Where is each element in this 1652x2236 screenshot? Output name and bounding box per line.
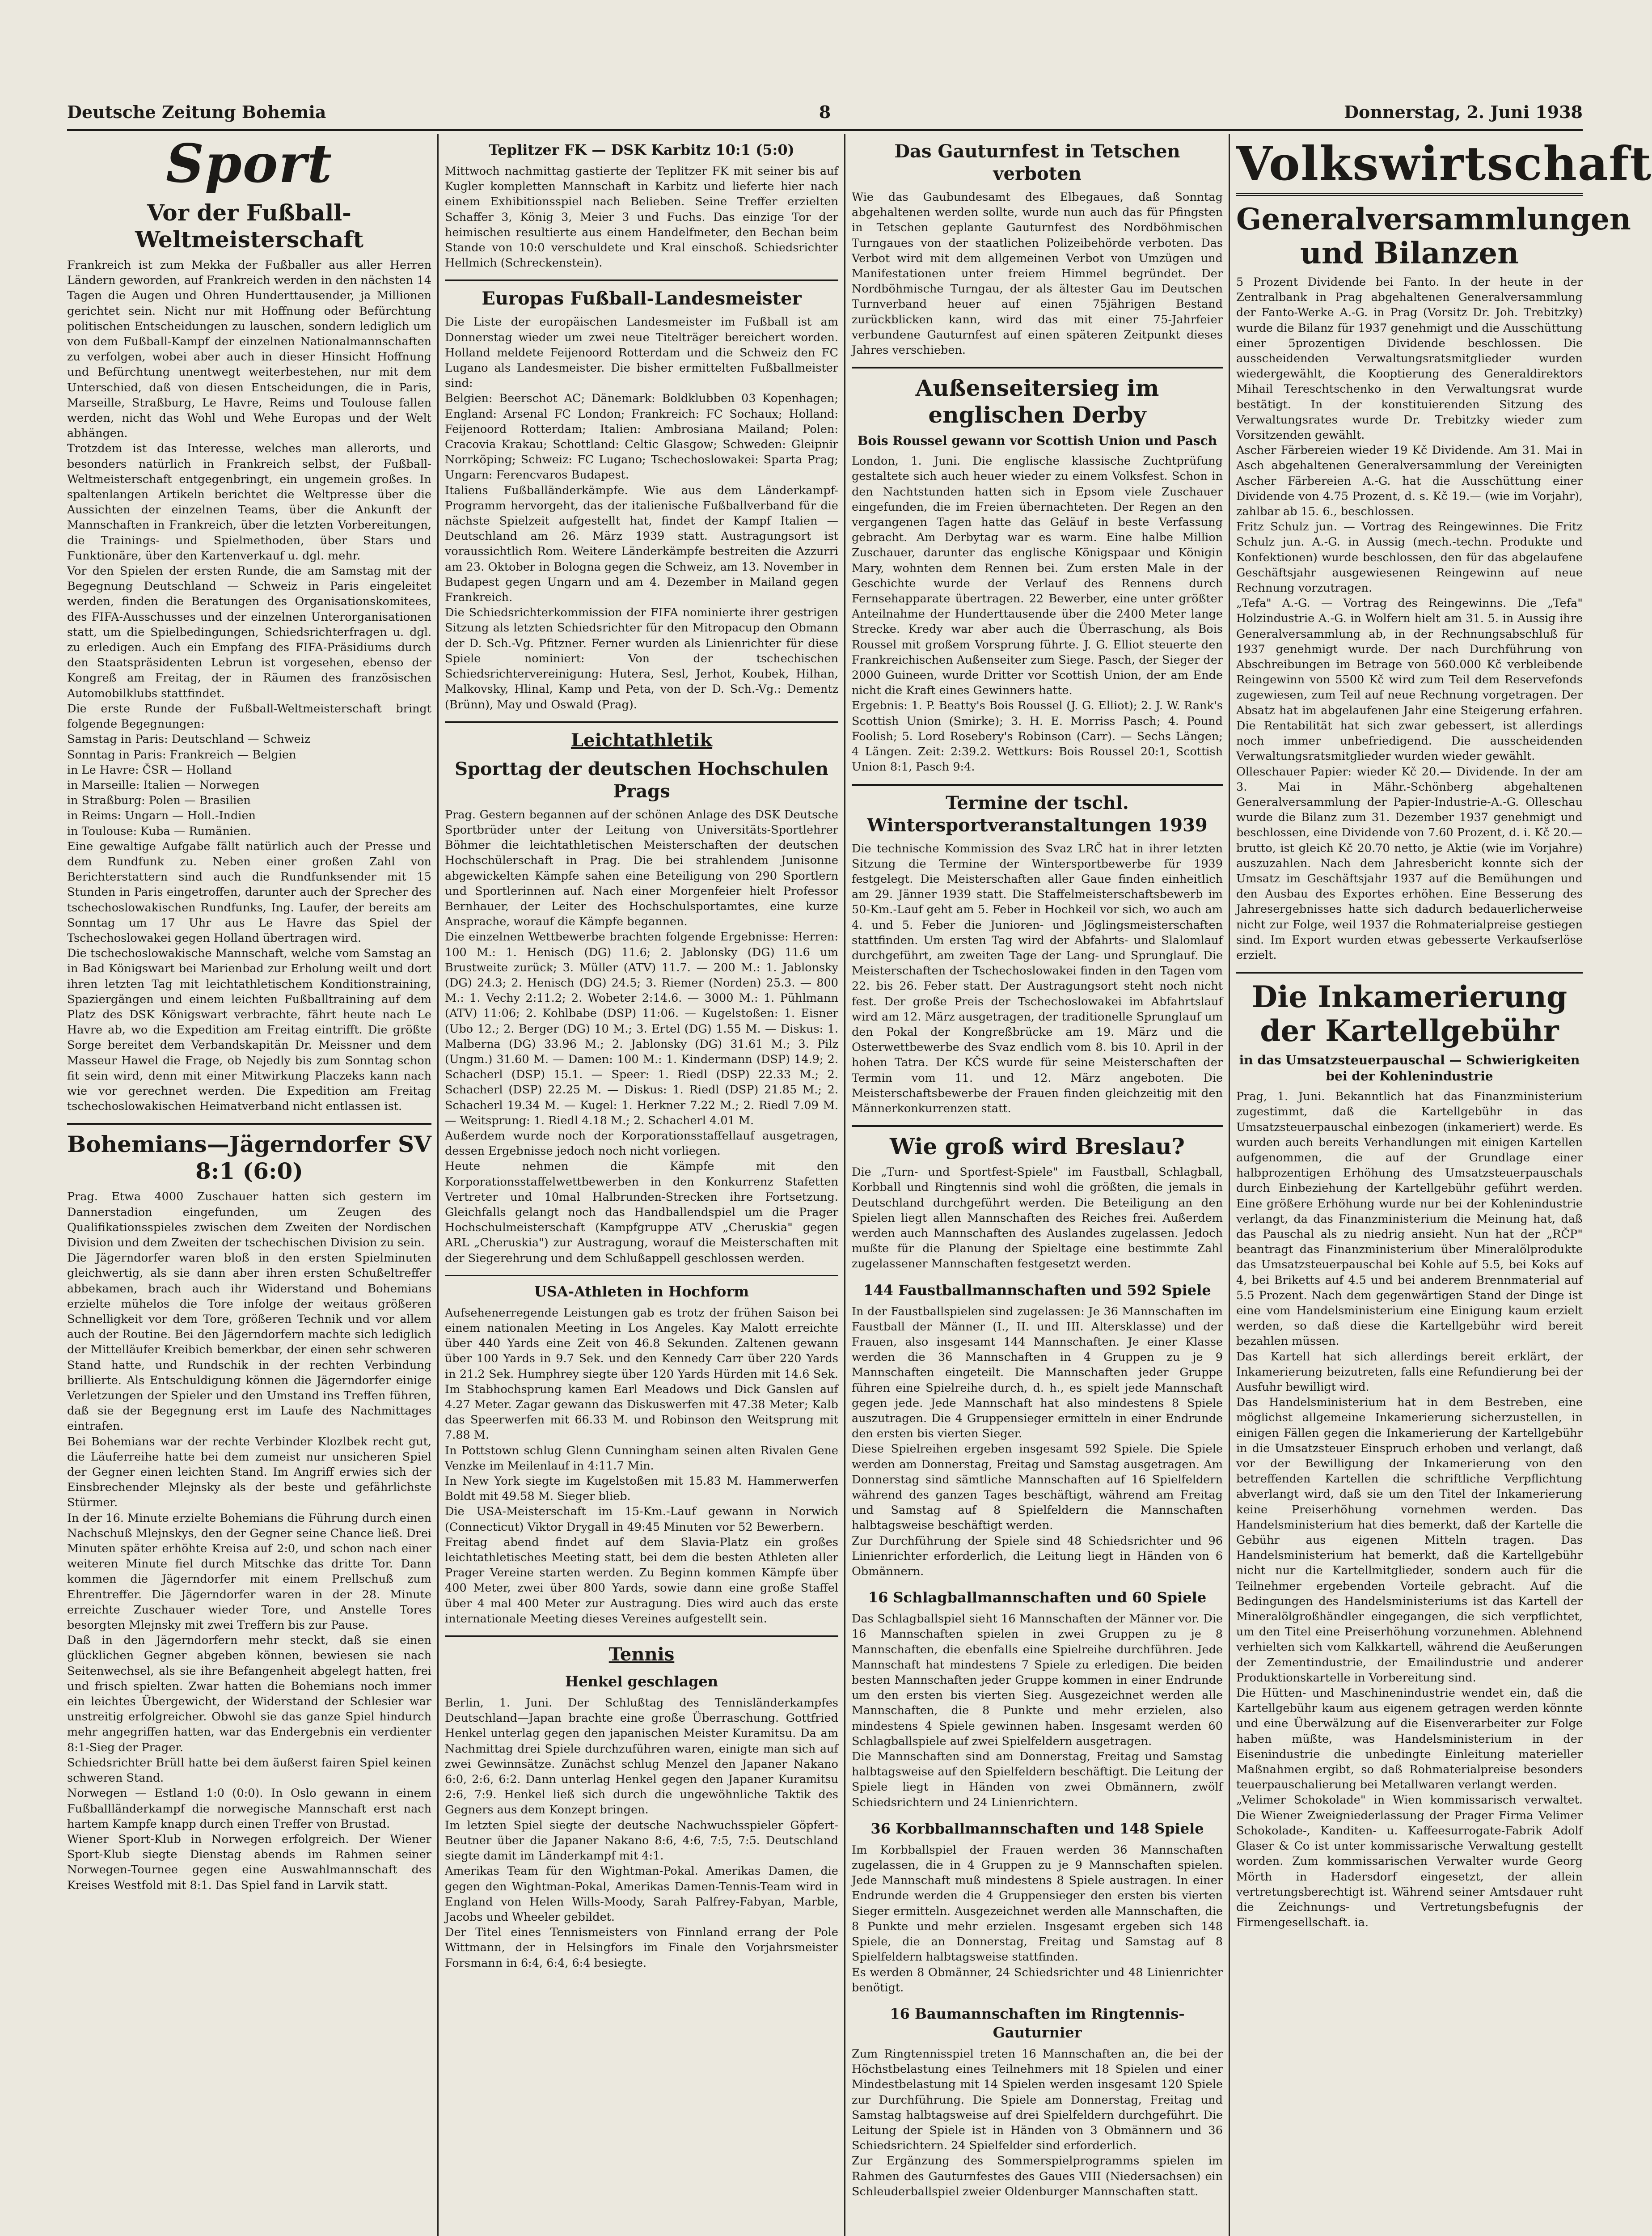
column-rule [844,134,845,2236]
article-paragraph: Eine gewaltige Aufgabe fällt natürlich auch der Presse und dem Rundfunk zu. Neben einer großen Zahl von Berichterstattern sind auch die Rundfunksender mit 15 Stunden in Paris eingetroffen, darunter auch der Sprecher des tschechoslowakischen Rundfunks, Ing. Laufer, der bereits am Sonntag um 17 Uhr aus Le Havre das Spiel der Tschechoslowakei gegen Holland übertragen wird. [67,839,431,945]
article-headline: 144 Faustballmannschaften und 592 Spiele [863,1281,1211,1299]
article-headline: Europas Fußball-Landesmeister [482,288,802,309]
article-paragraph: London, 1. Juni. Die englische klassische Zuchtprüfung gestaltete sich auch heuer wieder zu einem Volksfest. Schon in den Nachtstunden hatten sich in Epsom viele Zuschauer eingefunden, die im Freien übernachteten. Der Regen an den vergangenen Tagen hatte das Geläuf in beste Verfassung gebracht. Am Derbytag war es warm. Eine halbe Million Zuschauer, darunter das englische Königspaar und Königin Mary, wohnten dem Rennen bei. Zum ersten Male in der Geschichte wurde der Verlauf des Rennens durch Fernsehapparate übertragen. 22 Bewerber, eine unter größter Anteilnahme der Hunderttausende über die 2400 Meter lange Strecke. Kredy war aber auch die Überraschung, als Bois Roussel mit großem Vorsprung führte. J. G. Elliot steuerte den Frankreichischen Außenseiter zum Siege. Pasch, der Sieger der 2000 Guineen, wurde Dritter vor Scottish Union, der am Ende nicht die Kraft eines Gewinners hatte. [852,454,1223,698]
fixture-line: in Le Havre: ČSR — Holland [67,763,232,777]
article-subtitle: Bois Roussel gewann vor Scottish Union und Pasch [857,433,1217,449]
article-paragraph: Italiens Fußballänderkämpfe. Wie aus dem Länderkampf-Programm hervorgeht, das der italienische Fußballverband für die nächste Spielzeit aufgestellt hat, findet der Kampf Italien — Deutschland am 26. März 1939 statt. Austragungsort ist voraussichtlich Rom. Weitere Länderkämpfe bestreiten die Azzurri am 23. Oktober in Bologna gegen die Schweiz, am 13. November in Budapest gegen Ungarn und am 4. Dezember in Mailand gegen Frankreich. [445,483,838,605]
column-rule [437,134,439,2236]
article-world-cup [67,199,431,1114]
article-paragraph: Der Titel eines Tennismeisters von Finnland errang der Pole Wittmann, der in Helsingfors im Finale den Vorjahrsmeister Forsmann in 6:4, 6:4, 6:4 besiegte. [445,1926,838,1970]
newspaper-name: Deutsche Zeitung Bohemia [67,102,326,122]
section-divider [445,1275,838,1276]
article-paragraph: Das Schlagballspiel sieht 16 Mannschaften der Männer vor. Die 16 Mannschaften spielen in zwei Gruppen zu je 8 Mannschaften, die ebenfalls eine Spielreihe durchführen. Jede Mannschaft hat mindestens 7 Spiele zu erledigen. Die beiden besten Mannschaften jeder Gruppe kommen in einer Endrunde um den ersten bis vierten Sieg. Ausgezeichnet werden alle Mannschaften, die 8 Punkte und mehr erzielen, also mindestens 4 Spiele gewinnen haben. Insgesamt werden 60 Schlagballspiele auf zwei Spielfeldern ausgetragen. [852,1612,1223,1748]
article-headline: Termine der tschl. Wintersportveranstaltungen 1939 [867,792,1208,836]
article-paragraph: Die Mannschaften sind am Donnerstag, Freitag und Samstag halbtagsweise auf den Spielfeldern beschäftigt. Die Leitung der Spiele liegt in Händen von zwei Obmännern, zwölf Schiedsrichtern und 24 Linienrichtern. [852,1750,1223,1809]
article-paragraph: Prag. Etwa 4000 Zuschauer hatten sich gestern im Dannerstadion eingefunden, um Zeugen des Qualifikationsspieles zwischen dem Zweiten der Nordischen Division und dem Zweiten der tschechischen Division zu sein. [67,1190,431,1249]
article-paragraph: Freitag abend findet auf dem Slavia-Platz ein großes leichtathletisches Meeting statt, bei dem die besten Athleten aller Prager Vereine starten werden. Zu Beginn kommen Kämpfe über 400 Meter, zwei über 800 Yards, sowie dann eine große Staffel über 4 mal 400 Meter zur Austragung. Dies wird auch das erste internationale Meeting dieses Vereines aufgestellt sein. [445,1535,838,1626]
article-paragraph: Die technische Kommission des Svaz LRČ hat in ihrer letzten Sitzung die Termine der Wintersportbewerbe für 1939 festgelegt. Die Meisterschaften aller Gaue finden einheitlich am 29. Jänner 1939 statt. Die Staffelmeisterschaftsbewerb im 50-Km.-Lauf geht am 5. Feber in Hochkeil vor sich, wo auch am 4. und 5. Feber die Junioren- und Jöglingsmeisterschaften stattfinden. Um ersten Tag wird der Abfahrts- und Slalomlauf durchgeführt, am zweiten Tage der Lang- und Sprunglauf. Die Meisterschaften der Tschechoslowakei finden in den Tagen vom 22. bis 26. Feber statt. Der Austragungsort steht noch nicht fest. Der große Preis der Tschechoslowakei im Abfahrtslauf wird am 12. März ausgetragen, der traditionelle Sprunglauf um den Pokal der Kongreßbrücke am 19. März und die Osterwettbewerbe des Svaz endlich vom 8. bis 10. April in der hohen Tatra. Der KČS wurde für seine Meisterschaften der Termin vom 11. und 12. März angeboten. Die Meisterschaftsbewerbe der Frauen finden gleichzeitig mit den Männerkonkurrenzen statt. [852,842,1223,1115]
article-headline: Sporttag der deutschen Hochschulen Prags [455,758,828,802]
article-paragraph: Die erste Runde der Fußball-Weltmeisterschaft bringt folgende Begegnungen: [67,702,431,731]
category-tennis: Tennis [608,1644,675,1665]
fixture-line: in Marseille: Italien — Norwegen [67,778,260,792]
article-general-assemblies [1236,202,1631,963]
article-paragraph: Ergebnis: 1. P. Beatty's Bois Roussel (J. G. Elliot); 2. J. W. Rank's Scottish Union (Smirke); 3. H. E. Morriss Pasch; 4. Pound Foolish; 5. Lord Rosebery's Robinson (Carr). — Sechs Längen; 4 Längen. Zeit: 2:39.2. Wettkurs: Bois Roussel 20:1, Scottish Union 8:1, Pasch 9:4. [852,699,1223,774]
article-paragraph: „Velimer Schokolade" in Wien kommissarisch verwaltet. Die Wiener Zweigniederlassung der Prager Firma Velimer Schokolade-, Kanditen- u. Kaffeesurrogate-Fabrik Adolf Glaser & Co ist unter kommissarische Verwaltung gestellt worden. Zum kommissarischen Verwalter wurde Georg Mörth in Hadersdorf eingesetzt, der allein vertretungsberechtigt ist. Während seiner Amtsdauer ruht die Zeichnungs- und Vertretungsbefugnis der Firmengesellschaft. ia. [1236,1793,1583,1930]
article-ringtennis [852,2004,1223,2199]
article-breslau [852,1133,1223,1271]
article-paragraph: In der Faustballspielen sind zugelassen: Je 36 Mannschaften im Faustball der Männer (I., II. und III. Altersklasse) und der Frauen, also insgesamt 144 Mannschaften. Je einer Klasse werden die 36 Mannschaften in 4 Gruppen zu je 9 Mannschaften eingeteilt. Die Mannschaften jeder Gruppe führen eine Spielreihe durch, d. h., es spielt jede Mannschaft gegen jede. Jede Mannschaft hat also mindestens 8 Spiele auszutragen. Die 4 Gruppensieger ermitteln in einer Endrunde den ersten bis vierten Sieger. [852,1304,1223,1441]
article-bohemians [67,1131,431,1893]
article-paragraph: Die Jägerndorfer waren bloß in den ersten Spielminuten gleichwertig, als sie dann aber ihren ersten Schußeltreffer abbekamen, brach auch ihr Widerstand und Bohemians erzielte mühelos die Tore infolge der weitaus größeren Schnelligkeit vor dem Tore, größeren Technik und vor allem auch der Routine. Bei den Jägerndorfern machte sich lediglich der Mittelläufer Kreibich bemerkbar, der einen sehr schweren Stand hatte, und Rundschik in der rechten Verbindung brillierte. Als Entschuldigung können die Jägerndorfer einige Verletzungen der Spieler und den Umstand ins Treffen führen, daß sie der Begegnung erst im Laufe des Nachmittages eintrafen. [67,1251,431,1433]
article-paragraph: Diese Spielreihen ergeben insgesamt 592 Spiele. Die Spiele werden am Donnerstag, Freitag und Samstag ausgetragen. Am Donnerstag sind sämtliche Mannschaften auf 16 Spielfeldern während des ganzen Tages beschäftigt, während am Freitag und Samstag auf 8 Spielfeldern die Mannschaften halbtagsweise beschäftigt werden. [852,1442,1223,1533]
section-divider [852,1125,1223,1127]
article-university-sports [445,758,838,1266]
section-title-sport: Sport [165,132,333,195]
article-paragraph: Belgien: Beerschot AC; Dänemark: Boldklubben 03 Kopenhagen; England: Arsenal FC London; Frankreich: FC Sochaux; Holland: Feijenoord Rotterdam; Italien: Ambrosiana Mailand; Polen: Cracovia Krakau; Schottland: Celtic Glasgow; Schweden: Gleipnir Norrköping; Schweiz: FC Lugano; Tschechoslowakei: Sparta Prag; Ungarn: Ferencvaros Budapest. [445,392,838,482]
article-paragraph: Amerikas Team für den Wightman-Pokal. Amerikas Damen, die gegen den Wightman-Pokal, Amerikas Damen-Tennis-Team wird in England von Helen Wills-Moody, Sarah Palfrey-Fabyan, Marble, Jacobs und Wheeler gebildet. [445,1864,838,1924]
article-paragraph: Wiener Sport-Klub in Norwegen erfolgreich. Der Wiener Sport-Klub siegte Dienstag abends im Rahmen seiner Norwegen-Tournee gegen eine Auswahlmannschaft des Kreises Westfold mit 8:1. Das Spiel fand in Larvik statt. [67,1832,431,1892]
article-paragraph: Berlin, 1. Juni. Der Schlußtag des Tennisländerkampfes Deutschland—Japan brachte eine große Überraschung. Gottfried Henkel unterlag gegen den japanischen Meister Kuramitsu. Da am Nachmittag drei Spiele durchzuführen waren, einigte man sich auf zwei Gewinnsätze. Zunächst schlug Menzel den Japaner Nakano 6:0, 2:6, 6:2. Dann unterlag Henkel gegen den Japaner Kuramitsu 2:6, 7:9. Henkel ließ sich durch die ungewöhnliche Taktik des Gegners aus dem Konzept bringen. [445,1696,838,1817]
fixture-line: in Reims: Ungarn — Holl.-Indien [67,809,256,823]
article-paragraph: Daß in den Jägerndorfern mehr steckt, daß sie einen glücklichen Gegner abgeben können, bewiesen sie nach Seitenwechsel, als sie ihre Befangenheit abgelegt hatten, frei und frisch spielten. Zwar hatten die Bohemians noch immer ein leichtes Übergewicht, der Widerstand der Schlesier war unstreitig erfolgreicher. Obwohl sie das ganze Spiel hindurch mehr angegriffen hatten, war das Endergebnis ein verdienter 8:1-Sieg der Prager. [67,1634,431,1754]
article-paragraph: Prag, 1. Juni. Bekanntlich hat das Finanzministerium zugestimmt, daß die Kartellgebühr in das Umsatzsteuerpauschal einbezogen (inkameriert) werde. Es wurden auch bereits Verhandlungen mit einigen Kartellen aufgenommen, die auf der Grundlage einer halbprozentigen Erhöhung des Umsatzsteuerpauschals durch Einbeziehung der Kartellgebühr geführt werden. Eine größere Erhöhung wurde nur bei der Kohlenindustrie verlangt, da das Finanzministerium die Meinung hat, daß das Pauschal als zu niedrig ansieht. Nun hat der „RČP" beantragt das Finanzministerium über Mineralölprodukte das Umsatzsteuerpauschal bei Kohle auf 5.5, bei Koks auf 4, bei Briketts auf 4.5 und bei anderem Brennmaterial auf 5.5 Prozent. Nach dem gegenwärtigen Stand der Dinge ist eine vom Handelsministerium eine Einigung kaum erzielt werden, so daß diese die Kartellgebühr wird bereit bezahlen müssen. [1236,1090,1583,1348]
section-divider [67,1123,431,1125]
fixture-line: Samstag in Paris: Deutschland — Schweiz [67,733,311,746]
article-paragraph: In der 16. Minute erzielte Bohemians die Führung durch einen Nachschuß Mlejnskys, den der Gegner seine Chance ließ. Drei Minuten später erhöhte Kreisa auf 2:0, und schon nach einer weiteren Minute fiel durch Mitschke das dritte Tor. Dann kommen die Jägerndorfer mit einem Prellschuß zum Ehrentreffer. Die Jägerndorfer waren in der 28. Minute erreichte Zuschauer wieder Tore, und Anstelle Tores besorgten Mlejnsky mit zwei Treffern bis zur Pause. [67,1511,431,1632]
article-henkel [445,1672,838,1971]
article-headline: 16 Baumannschaften im Ringtennis-Gauturnier [890,2005,1185,2041]
article-paragraph: Zum Ringtennisspiel treten 16 Mannschaften an, die bei der Höchstbelastung eines Teilnehmers mit 18 Spielen und einer Mindestbelastung mit 14 Spielen werden insgesamt 120 Spiele zur Durchführung. Die Spiele am Donnerstag, Freitag und Samstag halbtagsweise auf drei Spielfeldern durchgeführt. Die Leitung der Spiele ist in Händen von 3 Obmännern und 36 Schiedsrichtern. 24 Spielfelder sind erforderlich. [852,2047,1223,2153]
article-paragraph: 5 Prozent Dividende bei Fanto. In der heute in der Zentralbank in Prag abgehaltenen Generalversammlung der Fanto-Werke A.-G. in Prag (Vorsitz Dr. Joh. Trebitzky) wurde die Bilanz für 1937 genehmigt und die Ausschüttung einer 5prozentigen Dividende beschlossen. Die ausscheidenden Verwaltungsratsmitglieder wurden wiedergewählt, die Kooptierung des Generaldirektors Mihail Tereschtschenko in den Verwaltungsrat wurde bestätigt. In der konstituierenden Sitzung des Verwaltungsrates wurde Dr. Trebitzky wieder zum Vorsitzenden gewählt. [1236,275,1583,442]
fixture-line: in Toulouse: Kuba — Rumänien. [67,824,251,838]
article-headline: Das Gauturnfest in Tetschen verboten [894,141,1180,184]
article-paragraph: Heute nehmen die Kämpfe mit den Korporationsstaffelwettbewerben in den Konkurrenz Stafetten Vertreter und 10mal Halbrunden-Strecken ihre Fortsetzung. Gleichfalls gelangt noch das Handballendspiel um die Prager Hochschulmeisterschaft (Kampfgruppe ATV „Cheruskia" gegen ARL „Cheruskia") zur Austragung, worauf die Meisterschaften mit der Siegerehrung und dem Schlußappell geschlossen werden. [445,1160,838,1265]
column-rule [1229,134,1230,2236]
article-headline: Teplitzer FK — DSK Karbitz 10:1 (5:0) [489,141,794,158]
article-headline: Außenseitersieg im englischen Derby [915,375,1159,428]
article-headline: Bohemians—Jägerndorfer SV 8:1 (6:0) [67,1131,431,1185]
category-athletics: Leichtathletik [570,729,713,751]
article-paragraph: Außerdem wurde noch der Korporationsstaffellauf ausgetragen, dessen Ergebnisse jedoch noch nicht vorliegen. [445,1129,838,1158]
article-paragraph: Bei Bohemians war der rechte Verbinder Klozlbek recht gut, die Läuferreihe hatte bei dem zumeist nur unsicheren Spiel der Gegner einen leichten Stand. Im Angriff erwies sich der Einsbrechender Mlejnsky als der beste und gefährlichste Stürmer. [67,1435,431,1510]
results-paragraph: Die einzelnen Wettbewerbe brachten folgende Ergebnisse: Herren: 100 M.: 1. Henisch (DG) 11.6; 2. Jablonsky (DG) 11.6 um Brustweite zurück; 3. Müller (ATV) 11.7. — 200 M.: 1. Jablonsky (DG) 24.3; 2. Henisch (DG) 24.5; 3. Riemer (Norden) 25.3. — 800 M.: 1. Vechy 2:11.2; 2. Wobeter 2:14.6. — 3000 M.: 1. Pühlmann (ATV) 11:06; 2. Kohlbabe (DSP) 11:06. — Kugelstoßen: 1. Eisner (Ubo 12.; 2. Berger (DG) 10 M.; 3. Ertel (DG) 1.55 M. — Diskus: 1. Malberna (DG) 33.96 M.; 2. Jablonsky (DG) 31.61 M.; 3. Pilz (Ungm.) 31.60 M. — Damen: 100 M.: 1. Kindermann (DSP) 14.9; 2. Schacherl (DSP) 15.1. — Speer: 1. Riedl (DSP) 22.33 M.; 2. Schacherl (DSP) 22.25 M. — Diskus: 1. Riedl (DSP) 21.85 M.; 2. Schacherl 19.34 M. — Kugel: 1. Herkner 7.22 M.; 2. Riedl 7.09 M. — Weitsprung: 1. Riedl 4.18 M.; 2. Schacherl 4.01 M. [445,930,838,1127]
column-sport-2 [445,134,838,2236]
article-paragraph: Das Handelsministerium hat in dem Bestreben, eine möglichst allgemeine Inkamerierung sicherzustellen, in einigen Fällen gegen die Inkamerierung der Kartellgebühr in die Umsatzsteuer Einspruch erhoben und verlangt, daß vor der Bewilligung der Inkamerierung von den betreffenden Kartellen die schriftliche Verpflichtung abverlangt wird, daß sie um den Titel der Inkamerierung keine Preiserhöhung vornehmen werden. Das Handelsministerium hat dies bemerkt, daß der Kartelle die Gebühr aus eigenen Mitteln tragen. Das Handelsministerium hat bemerkt, daß die Kartellgebühr nicht nur die Kartellmitglieder, sondern auch für die Teilnehmer ergebenden Vorteile gebracht. Auf die Bedingungen des Handelsministeriums ist das Kartell der Mineralölgroßhändler eingegangen, die sich verpflichtet, um den Titel eine Preiserhöhung vorzunehmen. Ablehnend verhielten sich vom Kalkkartell, während die Aeußerungen der Zementindustrie, der Emailindustrie und anderer Produktionskartelle in Vorbereitung sind. [1236,1396,1583,1685]
article-derby [852,375,1223,775]
article-paragraph: Im letzten Spiel siegte der deutsche Nachwuchsspieler Göpfert-Beutner über die Japaner Nakano 8:6, 4:6, 7:5, 7:5. Deutschland siegte damit im Länderkampf mit 4:1. [445,1818,838,1863]
fixture-line: Sonntag in Paris: Frankreich — Belgien [67,748,296,762]
article-paragraph: Norwegen — Estland 1:0 (0:0). In Oslo gewann in einem Fußballländerkampf die norwegische Mannschaft erst nach hartem Kampfe knapp durch einen Treffer von Brustad. [67,1787,431,1831]
column-sport-3 [852,134,1223,2236]
issue-date: Donnerstag, 2. Juni 1938 [1344,102,1583,122]
section-divider [445,1635,838,1637]
article-paragraph: Schiedsrichter Brüll hatte bei dem äußerst fairen Spiel keinen schweren Stand. [67,1756,431,1785]
article-gauturnfest [852,140,1223,358]
article-paragraph: Das Kartell hat sich allerdings bereit erklärt, der Inkamerierung beizutreten, falls eine Refundierung bei der Ausfuhr bewilligt wird. [1236,1350,1583,1394]
article-paragraph: Im Korbballspiel der Frauen werden 36 Mannschaften zugelassen, die in 4 Gruppen zu je 9 Mannschaften spielen. Jede Mannschaft muß mindestens 8 Spiele austragen. In einer Endrunde werden die 4 Gruppensieger den ersten bis vierten Sieger ermitteln. Ausgezeichnet werden alle Mannschaften, die 8 Punkte und mehr erzielen. Insgesamt ergeben sich 148 Spiele, die an Donnerstag, Freitag und Samstag auf 8 Spielfeldern halbtagsweise stattfinden. [852,1843,1223,1964]
section-divider [852,784,1223,786]
page-number: 8 [819,102,831,122]
article-headline: 16 Schlagballmannschaften und 60 Spiele [868,1589,1207,1606]
article-subtitle: in das Umsatzsteuerpauschal — Schwierigkeiten bei der Kohlenindustrie [1239,1053,1580,1084]
article-paragraph: Aufsehenerregende Leistungen gab es trotz der frühen Saison bei einem nationalen Meeting in Los Angeles. Kay Malott erreichte über 440 Yards eine Zeit von 46.8 Sekunden. Zaltenen gewann über 100 Yards in 9.7 Sek. und den Kennedy Carr über 220 Yards in 21.2 Sek. Humphrey siegte über 120 Yards Hürden mit 14.6 Sek. Im Stabhochsprung kamen Earl Meadows und Dick Ganslen auf 4.27 Meter. Zagar gewann das Diskuswerfen mit 47.38 Meter; Kalb das Speerwerfen mit 66.33 M. und Robinson den Weitsprung mit 7.88 M. [445,1306,838,1442]
section-divider [852,367,1223,368]
article-headline: Generalversammlungen und Bilanzen [1236,202,1631,271]
article-paragraph: Frankreich ist zum Mekka der Fußballer aus aller Herren Ländern geworden, auf Frankreich werden in den nächsten 14 Tagen die Augen und Ohren Hunderttausender, ja Millionen gerichtet sein. Nicht nur mit Hoffnung oder Befürchtung politischen Entscheidungen zu lauschen, sondern lediglich um von dem Fußball-Kampf der einzelnen Nationalmannschaften zu verfolgen, wobei aber auch in dieser Hinsicht Hoffnung und Befürchtung unentwegt weiterbestehen, nur mit dem Unterschied, daß von diesen Entscheidungen, die in Paris, Marseille, Straßburg, Le Havre, Reims und Toulouse fallen werden, nicht das Wohl und Wehe Europas und der Welt abhängen. [67,258,431,440]
article-paragraph: Zur Durchführung der Spiele sind 48 Schiedsrichter und 96 Linienrichter erforderlich, die Leitung liegt in Händen von 6 Obmännern. [852,1534,1223,1579]
article-paragraph: Die tschechoslowakische Mannschaft, welche vom Samstag an in Bad Königswart bei Marienbad zur Erholung weilt und dort ihren letzten Tag mit leichtathletischem Konditionstraining, Spaziergängen und einem leichten Fußballtraining auf dem Platz des DSK Königswart verbrachte, fährt heute nach Le Havre ab, wo die Expedition am Freitag eintrifft. Die größte Sorge bereitet dem Verbandskapitän Dr. Meissner und dem Masseur Hawel die Frage, ob Nejedly bis zum Sonntag schon fit sein wird, denn mit einer Mitwirkung Placzeks kann nach wie vor gerechnet werden. Die Expedition am Freitag tschechoslowakischen Heimatverband nicht entlassen ist. [67,947,431,1114]
article-paragraph: Prag. Gestern begannen auf der schönen Anlage des DSK Deutsche Sportbrüder unter der Leitung von Universitäts-Sportlehrer Böhmer die leichtathletischen Meisterschaften der deutschen Hochschülerschaft in Prag. Die bei strahlendem Junisonne abgewickelten Kämpfe sahen eine Beteiligung von 290 Sportlern und Sportlerinnen auf. Nach einer Morgenfeier hielt Professor Bernhauer, der Leiter des Hochschulsportamtes, eine kurze Ansprache, worauf die Kämpfe begannen. [445,808,838,929]
article-paragraph: Die Hütten- und Maschinenindustrie wendet ein, daß die Kartellgebühr kaum aus eigenem getragen werden könnte und eine Überwälzung auf die Eisenverarbeiter zur Folge haben müßte, was Handelsministerium in der Eisenindustrie die unbedingte Einleitung materieller Maßnahmen ergibt, so daß Rohmaterialpreise besonders teuerpauschalierung bei Metallwaren verlangt werden. [1236,1686,1583,1792]
section-divider [445,721,838,723]
article-usa-athletes [445,1282,838,1626]
article-paragraph: Die „Turn- und Sportfest-Spiele" im Faustball, Schlagball, Korbball und Ringtennis sind wohl die größten, die jemals in Deutschland durchgeführt werden. Die Beteiligung an den Spielen liegt allen Mannschaften des Reiches frei. Außerdem werden auch Mannschaften des Auslandes zugelassen. Jedoch mußte für die Planung der Spieltage eine bestimmte Zahl zugelassener Mannschaften festgesetzt werden. [852,1165,1223,1271]
article-paragraph: Die Schiedsrichterkommission der FIFA nominierte ihrer gestrigen Sitzung als letzten Schiedsrichter für den Mitropacup den Obmann der D. Sch.-Vg. Pfitzner. Ferner wurden als Linienrichter für diese Spiele nominiert: Von der tschechischen Schiedsrichtervereinigung: Hutera, Sesl, Jerhot, Koubek, Hilhan, Malkovsky, Hlinal, Kamp und Peta, von der D. Sch.-Vg.: Dementz (Brünn), May und Oswald (Prag). [445,606,838,711]
article-paragraph: Trotzdem ist das Interesse, welches man allerorts, und besonders natürlich in Frankreich selbst, der Fußball-Weltmeisterschaft entgegenbringt, ein ungemein großes. In spaltenlangen Artikeln berichtet die Weltpresse über die Aussichten der einzelnen Teams, über die Ankunft der Mannschaften in Frankreich, über die letzten Vorbereitungen, die Trainings- und Spielmethoden, über Stars und Funktionäre, über den Kartenverkauf u. dgl. mehr. [67,442,431,563]
article-paragraph: Wie das Gaubundesamt des Elbegaues, daß Sonntag abgehaltenen werden sollte, wurde nun auch das für Pfingsten in Tetschen geplante Gauturnfest des Nordböhmischen Turngaues von der staatlichen Polizeibehörde verboten. Das Verbot wird mit dem allgemeinen Verbot von Umzügen und Manifestationen unter freiem Himmel begründet. Der Nordböhmische Turngau, der als ältester Gau im Deutschen Turnverband heuer auf einen 75jährigen Bestand zurückblicken kann, wird das mit einer 75-Jahrfeier verbundene Gauturnfest auf einen späteren Zeitpunkt dieses Jahres verschieben. [852,191,1223,357]
section-divider [445,280,838,281]
article-paragraph: Zur Ergänzung des Sommerspielprogramms spielen im Rahmen des Gauturnfestes des Gaues VIII (Niedersachsen) ein Schleuderballspiel zweier Oldenburger Mannschaften statt. [852,2154,1223,2198]
article-korbball [852,1819,1223,1995]
column-economy [1236,134,1652,2236]
running-header [67,102,1583,131]
section-title-economy: Volkswirtschaft [1236,134,1583,196]
article-paragraph: Die USA-Meisterschaft im 15-Km.-Lauf gewann in Norwich (Connecticut) Viktor Drygall in 49:45 Minuten vor 52 Bewerbern. [445,1505,838,1534]
section-divider [1236,972,1583,974]
article-schlagball [852,1588,1223,1810]
article-headline: Die Inkamerierung der Kartellgebühr [1251,979,1567,1049]
article-headline: USA-Athleten in Hochform [534,1283,749,1300]
column-sport-1 [67,134,431,2236]
article-paragraph: Vor den Spielen der ersten Runde, die am Samstag mit der Begegnung Deutschland — Schweiz in Paris eingeleitet werden, finden die Beratungen des Organisationskomitees, des FIFA-Ausschusses und der einzelnen Unterorganisationen statt, um die Spielbedingungen, Schiedsrichterfragen u. dgl. zu erledigen. Auch ein Empfang des FIFA-Präsidiums durch den Staatspräsidenten Lebrun ist vorgesehen, ebenso der Kongreß am Freitag, der in Räumen des französischen Automobilklubs stattfindet. [67,564,431,700]
fixture-line: in Straßburg: Polen — Brasilien [67,794,251,808]
article-paragraph: Fritz Schulz jun. — Vortrag des Reingewinnes. Die Fritz Schulz jun. A.-G. in Aussig (mech.-techn. Produkte und Konfektionen) wurde beschlossen, den für das abgelaufene Geschäftsjahr ausgewiesenen Reingewinn auf neue Rechnung vorzutragen. [1236,520,1583,595]
article-cartel-fee [1236,980,1583,1930]
article-headline: Vor der Fußball-Weltmeisterschaft [135,199,364,253]
article-faustball [852,1281,1223,1580]
article-teplitz [445,140,838,271]
article-europe-champions [445,288,838,712]
article-paragraph: Ascher Färbereien wieder 19 Kč Dividende. Am 31. Mai in Asch abgehaltenen Generalversammlung der Vereinigten Ascher Färbereien A.-G. hat die Ausschüttung einer Dividende von 4.75 Prozent, d. s. Kč 19.— (wie im Vorjahr), zahlbar ab 15. 6., beschlossen. [1236,444,1583,519]
article-wintersport [852,792,1223,1117]
article-paragraph: Olleschauer Papier: wieder Kč 20.— Dividende. In der am 3. Mai in Mähr.-Schönberg abgehaltenen Generalversammlung der Papier-Industrie-A.-G. Olleschau wurde die Bilanz zum 31. Dezember 1937 genehmigt und beschlossen, eine Dividende von 7.60 Prozent, d. i. Kč 20.— brutto, ist gleich Kč 20.70 netto, je Aktie (wie im Vorjahre) auszuzahlen. Nach dem Jahresbericht konnte sich der Umsatz im Geschäftsjahr 1937 auf die Bemühungen und den Ausbau des Exportes erhöhen. Eine Besserung des Jahresergebnisses hatte sich dadurch bedauerlicherweise nicht zur Folge, weil 1937 die Rohmaterialpreise gestiegen sind. Im Export wurden etwas gebesserte Verkaufserlöse erzielt. [1236,765,1583,962]
article-paragraph: Die Liste der europäischen Landesmeister im Fußball ist am Donnerstag wieder um zwei neue Titelträger bereichert worden. Holland meldete Feijenoord Rotterdam und die Schweiz den FC Lugano als Landesmeister. Die bisher ermittelten Fußballmeister sind: [445,315,838,390]
article-headline: Henkel geschlagen [565,1673,718,1690]
article-paragraph: Mittwoch nachmittag gastierte der Teplitzer FK mit seiner bis auf Kugler kompletten Mannschaft in Karbitz und lieferte hier nach einem Exhibitionsspiel nach Belieben. Seine Treffer erzielten Schaffer 3, König 3, Meier 3 und Fuchs. Das einzige Tor der heimischen resultierte aus einem Handelfmeter, den Bechan beim Stande von 10:0 verschuldete und Kral einschoß. Schiedsrichter Hellmich (Schreckenstein). [445,165,838,270]
article-paragraph: In Pottstown schlug Glenn Cunningham seinen alten Rivalen Gene Venzke im Meilenlauf in 4:11.7 Min. [445,1444,838,1473]
article-paragraph: „Tefa" A.-G. — Vortrag des Reingewinns. Die „Tefa" Holzindustrie A.-G. in Wolfern hielt am 31. 5. in Aussig ihre Generalversammlung ab, in der Rechnungsabschluß für 1937 genehmigt wurde. Der nach Durchführung von Abschreibungen im Betrage von 560.000 Kč verbleibende Reingewinn von 5500 Kč wird zum Teil dem Reservefonds zugewiesen, zum Teil auf neue Rechnung vorgetragen. Der Absatz hat im abgelaufenen Jahr eine Steigerung erfahren. Die Rentabilität hat sich zwar gebessert, ist allerdings noch immer unbefriedigend. Die ausscheidenden Verwaltungsratsmitglieder wurden wieder gewählt. [1236,597,1583,763]
article-headline: Wie groß wird Breslau? [890,1133,1185,1160]
article-paragraph: Es werden 8 Obmänner, 24 Schiedsrichter und 48 Linienrichter benötigt. [852,1965,1223,1995]
article-paragraph: In New York siegte im Kugelstoßen mit 15.83 M. Hammerwerfen Boldt mit 49.58 M. Sieger blieb. [445,1474,838,1503]
article-headline: 36 Korbballmannschaften und 148 Spiele [870,1820,1204,1837]
